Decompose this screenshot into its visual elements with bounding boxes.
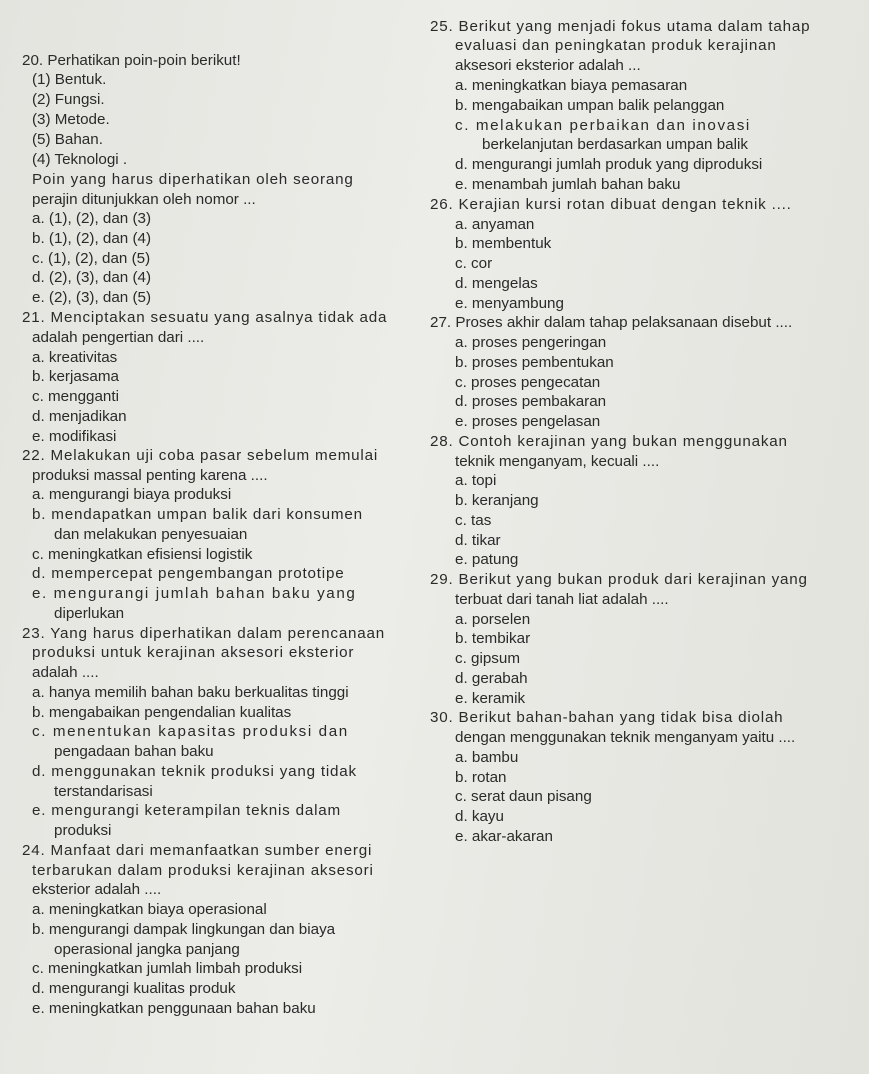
question-line: d. menggunakan teknik produksi yang tidak	[32, 763, 357, 780]
question-line: e. meningkatkan penggunaan bahan baku	[32, 1000, 316, 1017]
question-line: c. meningkatkan efisiensi logistik	[32, 546, 253, 563]
question-line: a. meningkatkan biaya operasional	[32, 901, 267, 918]
question-line: terbarukan dalam produksi kerajinan aksesori	[32, 862, 374, 879]
question-line: e. akar-akaran	[455, 828, 553, 845]
question-line: a. kreativitas	[32, 349, 118, 366]
question-line: d. (2), (3), dan (4)	[32, 269, 152, 286]
question-line: a. topi	[455, 472, 497, 489]
question-line: e. modifikasi	[32, 428, 117, 445]
question-line: adalah ....	[32, 664, 99, 681]
question-line: d. proses pembakaran	[455, 393, 607, 410]
question-line: evaluasi dan peningkatan produk kerajinan	[455, 37, 777, 54]
question-line: e. menyambung	[455, 295, 564, 312]
question-line: c. proses pengecatan	[455, 374, 601, 391]
question-line: d. tikar	[455, 532, 501, 549]
question-line: produksi massal penting karena ....	[32, 467, 268, 484]
question-line: b. mendapatkan umpan balik dari konsumen	[32, 506, 363, 523]
question-line: dan melakukan penyesuaian	[54, 526, 248, 543]
question-line: a. mengurangi biaya produksi	[32, 486, 232, 503]
question-line: a. meningkatkan biaya pemasaran	[455, 77, 688, 94]
question-line: b. keranjang	[455, 492, 539, 509]
question-text: 22. Melakukan uji coba pasar sebelum memulai	[22, 447, 378, 464]
question-line: b. kerjasama	[32, 368, 119, 385]
question-line: adalah pengertian dari ....	[32, 329, 205, 346]
question-line: d. mempercepat pengembangan prototipe	[32, 565, 345, 582]
question-line: c. melakukan perbaikan dan inovasi	[455, 117, 751, 134]
question-line: e. patung	[455, 551, 519, 568]
question-line: (5) Bahan.	[32, 131, 103, 148]
question-text: 28. Contoh kerajinan yang bukan menggunakan	[430, 433, 788, 450]
question-line: perajin ditunjukkan oleh nomor ...	[32, 191, 256, 208]
question-text: 30. Berikut bahan-bahan yang tidak bisa diolah	[430, 709, 784, 726]
question-line: b. tembikar	[455, 630, 531, 647]
question-line: produksi	[54, 822, 112, 839]
question-text: 21. Menciptakan sesuatu yang asalnya tidak ada	[22, 309, 388, 326]
question-line: c. serat daun pisang	[455, 788, 592, 805]
question-line: b. mengabaikan umpan balik pelanggan	[455, 97, 725, 114]
question-line: dengan menggunakan teknik menganyam yaitu ....	[455, 729, 796, 746]
question-line: d. mengelas	[455, 275, 538, 292]
question-line: terstandarisasi	[54, 783, 153, 800]
question-text: 29. Berikut yang bukan produk dari kerajinan yang	[430, 571, 808, 588]
question-line: b. proses pembentukan	[455, 354, 614, 371]
question-line: c. mengganti	[32, 388, 119, 405]
question-text: 24. Manfaat dari memanfaatkan sumber energi	[22, 842, 373, 859]
question-line: a. anyaman	[455, 216, 535, 233]
question-line: b. rotan	[455, 769, 507, 786]
question-line: pengadaan bahan baku	[54, 743, 214, 760]
question-line: operasional jangka panjang	[54, 941, 240, 958]
question-line: (1) Bentuk.	[32, 71, 107, 88]
question-line: b. (1), (2), dan (4)	[32, 230, 152, 247]
question-line: berkelanjutan berdasarkan umpan balik	[482, 136, 748, 153]
question-line: e. proses pengelasan	[455, 413, 601, 430]
question-line: a. hanya memilih bahan baku berkualitas tinggi	[32, 684, 349, 701]
question-line: b. mengurangi dampak lingkungan dan biaya	[32, 921, 336, 938]
question-line: d. mengurangi kualitas produk	[32, 980, 236, 997]
question-line: terbuat dari tanah liat adalah ....	[455, 591, 669, 608]
question-line: c. (1), (2), dan (5)	[32, 250, 151, 267]
question-text: 27. Proses akhir dalam tahap pelaksanaan disebut ....	[430, 314, 793, 331]
question-text: 25. Berikut yang menjadi fokus utama dalam tahap	[430, 18, 811, 35]
question-line: aksesori eksterior adalah ...	[455, 57, 641, 74]
question-line: e. menambah jumlah bahan baku	[455, 176, 681, 193]
question-line: c. tas	[455, 512, 492, 529]
question-line: Poin yang harus diperhatikan oleh seorang	[32, 171, 354, 188]
question-line: c. meningkatkan jumlah limbah produksi	[32, 960, 303, 977]
question-line: e. (2), (3), dan (5)	[32, 289, 152, 306]
question-line: d. gerabah	[455, 670, 528, 687]
question-text: 20. Perhatikan poin-poin berikut!	[22, 52, 241, 69]
question-text: 23. Yang harus diperhatikan dalam perencanaan	[22, 625, 386, 642]
question-line: d. menjadikan	[32, 408, 127, 425]
question-line: (4) Teknologi .	[32, 151, 128, 168]
question-line: eksterior adalah ....	[32, 881, 162, 898]
question-line: teknik menganyam, kecuali ....	[455, 453, 660, 470]
question-line: b. mengabaikan pengendalian kualitas	[32, 704, 292, 721]
question-line: e. keramik	[455, 690, 526, 707]
question-line: a. proses pengeringan	[455, 334, 607, 351]
question-line: diperlukan	[54, 605, 125, 622]
question-line: b. membentuk	[455, 235, 552, 252]
question-line: a. bambu	[455, 749, 519, 766]
question-line: (2) Fungsi.	[32, 91, 105, 108]
question-line: d. mengurangi jumlah produk yang diproduksi	[455, 156, 763, 173]
question-line: c. menentukan kapasitas produksi dan	[32, 723, 349, 740]
question-line: produksi untuk kerajinan aksesori eksterior	[32, 644, 355, 661]
question-line: d. kayu	[455, 808, 504, 825]
question-text: 26. Kerajian kursi rotan dibuat dengan teknik ....	[430, 196, 792, 213]
question-line: e. mengurangi jumlah bahan baku yang	[32, 585, 357, 602]
question-line: a. porselen	[455, 611, 531, 628]
question-line: c. gipsum	[455, 650, 520, 667]
question-line: (3) Metode.	[32, 111, 110, 128]
question-line: c. cor	[455, 255, 493, 272]
question-line: e. mengurangi keterampilan teknis dalam	[32, 802, 341, 819]
question-line: a. (1), (2), dan (3)	[32, 210, 152, 227]
